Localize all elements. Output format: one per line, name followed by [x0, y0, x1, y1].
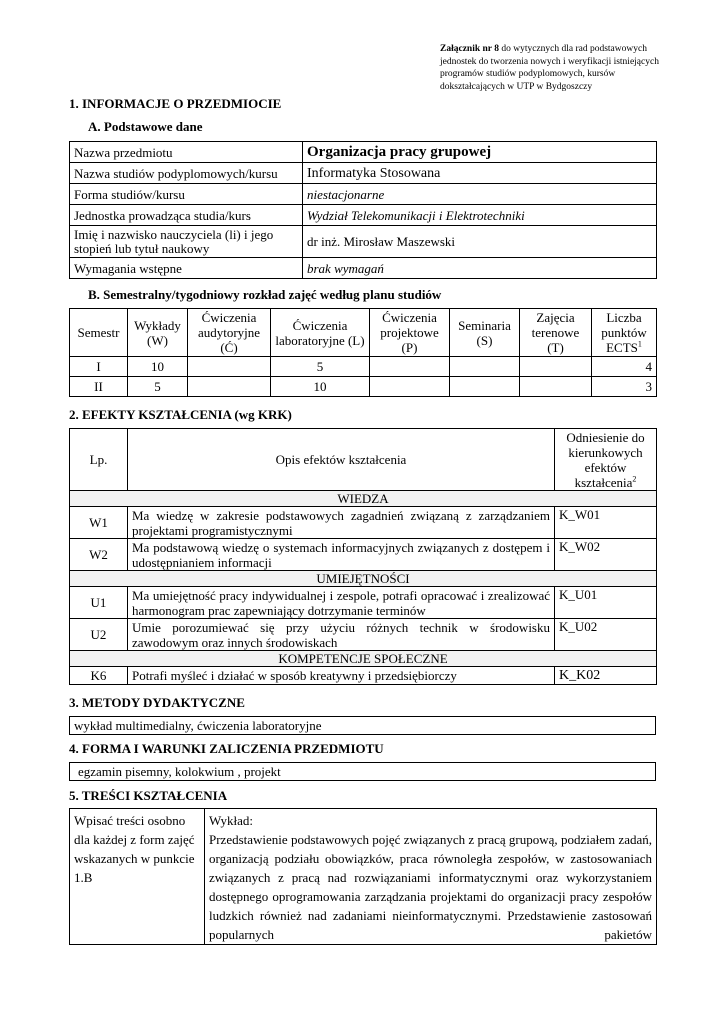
col-header: Ćwiczenia projektowe (P): [370, 309, 450, 357]
ects-label: Liczba punktów ECTS: [601, 310, 647, 355]
section-1b-title: B. Semestralny/tygodniowy rozkład zajęć według planu studiów: [88, 287, 442, 302]
table-row: [70, 258, 657, 279]
table-row: [70, 667, 657, 685]
table-row: [70, 357, 657, 377]
table-row: [70, 619, 657, 651]
table-row: [70, 163, 657, 184]
table-row: [70, 205, 657, 226]
prerequisites: brak wymagań: [303, 258, 657, 279]
basic-data-table: [69, 141, 657, 279]
col-header: Ćwiczenia audytoryjne (Ć): [188, 309, 271, 357]
attachment-label: Załącznik nr 8: [440, 44, 499, 54]
methods-box: [69, 716, 656, 735]
group-row: [70, 571, 657, 587]
outcome-ref: K_U02: [555, 619, 657, 651]
outcome-lp: W1: [70, 507, 128, 539]
outcome-desc: Ma podstawową wiedzę o systemach informacyjnych związanych z dostępem i udostępnianiem informacji: [128, 539, 555, 571]
table-header-row: [70, 429, 657, 491]
course-name: Organizacja pracy grupowej: [303, 142, 657, 163]
table-row: [70, 587, 657, 619]
col-header: Semestr: [70, 309, 128, 357]
row-label: Imię i nazwisko nauczyciela (li) i jego stopień lub tytuł naukowy: [70, 226, 303, 258]
outcome-lp: U2: [70, 619, 128, 651]
attachment-text: do wytycznych dla rad podstawowych jednostek do tworzenia nowych i weryfikacji istniejących programów studiów podyplomowych, kursów dokształcających w UTP w Bydgoszczy: [440, 44, 659, 92]
group-wiedza: WIEDZA: [70, 491, 657, 507]
assessment-box: [69, 762, 656, 781]
cell: 3: [592, 377, 657, 397]
outcome-desc: Ma umiejętność pracy indywidualnej i zespole, potrafi opracować i zrealizować harmonogram prac zapewniający dotrzymanie terminów: [128, 587, 555, 619]
cell: [450, 357, 520, 377]
lecture-title: Wykład: [209, 813, 250, 828]
outcome-ref: K_K02: [555, 667, 657, 685]
cell: 10: [271, 377, 370, 397]
row-label: Wymagania wstępne: [70, 258, 303, 279]
table-row: [70, 184, 657, 205]
cell: 5: [271, 357, 370, 377]
cell: [520, 357, 592, 377]
outcome-ref: K_W02: [555, 539, 657, 571]
methods-value: wykład multimedialny, ćwiczenia laboratoryjne: [70, 717, 656, 735]
schedule-table: [69, 308, 657, 397]
group-row: [70, 491, 657, 507]
content-instruction: Wpisać treści osobno dla każdej z form zajęć wskazanych w punkcie 1.B: [70, 809, 205, 945]
learning-outcomes-table: [69, 428, 657, 685]
col-header-desc: Opis efektów kształcenia: [128, 429, 555, 491]
attachment-note: [440, 43, 680, 93]
section-3-title: 3. METODY DYDAKTYCZNE: [69, 695, 245, 710]
cell: [370, 377, 450, 397]
outcome-ref: K_U01: [555, 587, 657, 619]
cell: [450, 377, 520, 397]
outcome-lp: K6: [70, 667, 128, 685]
row-label: Jednostka prowadząca studia/kurs: [70, 205, 303, 226]
table-row: [70, 142, 657, 163]
group-kompetencje: KOMPETENCJE SPOŁECZNE: [70, 651, 657, 667]
group-row: [70, 651, 657, 667]
study-name: Informatyka Stosowana: [303, 163, 657, 184]
table-row: [70, 226, 657, 258]
col-header: Ćwiczenia laboratoryjne (L): [271, 309, 370, 357]
lecture-text: Przedstawienie podstawowych pojęć związanych z pracą grupową, podziałem zadań, organizacją podziału obowiązków, praca równoległa zespołów, w zastosowaniach związanych z pracą nad rozwiązaniami informatycznymi oraz wykorzystaniem dostępnego oprogramowania zarządzania projektami do organizacji pracy zespołów ludzkich również nad zadaniami nieinformatycznymi. Przedstawienie zastosowań popularnych pakietów: [209, 832, 652, 942]
row-label: Nazwa studiów podyplomowych/kursu: [70, 163, 303, 184]
outcome-desc: Potrafi myśleć i działać w sposób kreatywny i przedsiębiorczy: [128, 667, 555, 685]
table-row: [70, 377, 657, 397]
lecture-heading: Wykład:: [209, 813, 253, 828]
section-1a-title: A. Podstawowe dane: [88, 119, 203, 134]
row-label: Nazwa przedmiotu: [70, 142, 303, 163]
teacher: dr inż. Mirosław Maszewski: [303, 226, 657, 258]
assessment-value: egzamin pisemny, kolokwium , projekt: [70, 763, 656, 781]
cell: 10: [128, 357, 188, 377]
study-form: niestacjonarne: [303, 184, 657, 205]
col-header: Zajęcia terenowe (T): [520, 309, 592, 357]
table-header-row: [70, 309, 657, 357]
col-header-lp: Lp.: [70, 429, 128, 491]
outcome-lp: W2: [70, 539, 128, 571]
outcome-desc: Ma wiedzę w zakresie podstawowych zagadnień związaną z zarządzaniem projektami programistycznymi: [128, 507, 555, 539]
table-row: [70, 809, 657, 945]
cell: [370, 357, 450, 377]
row-label: Forma studiów/kursu: [70, 184, 303, 205]
cell: II: [70, 377, 128, 397]
section-1-title: 1. INFORMACJE O PRZEDMIOCIE: [69, 96, 282, 111]
cell: I: [70, 357, 128, 377]
table-row: [70, 539, 657, 571]
cell: [188, 377, 271, 397]
section-5-title: 5. TREŚCI KSZTAŁCENIA: [69, 788, 228, 803]
cell: 5: [128, 377, 188, 397]
ref-label: Odniesienie do kierunkowych efektów kształcenia: [566, 429, 645, 490]
content-table: [69, 808, 657, 945]
footnote-1: 1: [637, 339, 642, 349]
col-header-ref: [555, 429, 657, 491]
outcome-lp: U1: [70, 587, 128, 619]
section-2-title: 2. EFEKTY KSZTAŁCENIA (wg KRK): [69, 407, 292, 422]
cell: [188, 357, 271, 377]
cell: 4: [592, 357, 657, 377]
footnote-2: 2: [632, 474, 637, 484]
content-lecture: [205, 809, 657, 945]
unit: Wydział Telekomunikacji i Elektrotechniki: [303, 205, 657, 226]
col-header-ects: [592, 309, 657, 357]
section-4-title: 4. FORMA I WARUNKI ZALICZENIA PRZEDMIOTU: [69, 741, 384, 756]
col-header: Wykłady (W): [128, 309, 188, 357]
col-header: Seminaria (S): [450, 309, 520, 357]
group-umiejetnosci: UMIEJĘTNOŚCI: [70, 571, 657, 587]
outcome-ref: K_W01: [555, 507, 657, 539]
outcome-desc: Umie porozumiewać się przy użyciu różnych technik w środowisku zawodowym oraz innych środowiskach: [128, 619, 555, 651]
table-row: [70, 507, 657, 539]
cell: [520, 377, 592, 397]
